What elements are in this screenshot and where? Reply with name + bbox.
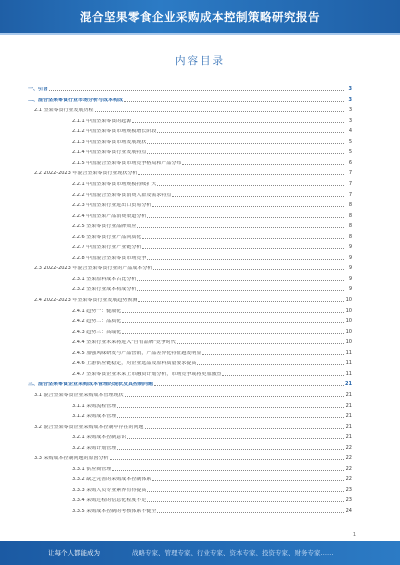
toc-entry-page: 22 [345, 465, 352, 472]
toc-entry-page: 23 [345, 486, 352, 493]
toc-entry-page: 9 [348, 265, 352, 272]
toc-entry-page: 7 [348, 180, 352, 187]
toc-entry[interactable] [28, 336, 352, 345]
toc-leader-dots [147, 217, 344, 218]
toc-entry-label: 3.2 混合坚果零食企业采购成本控制中存在的问题 [34, 424, 144, 430]
toc-leader-dots [157, 132, 344, 133]
toc-entry[interactable] [28, 484, 352, 493]
header-divider [0, 33, 400, 35]
toc-entry[interactable] [28, 146, 352, 155]
toc-entry-page: 3 [348, 117, 352, 124]
toc-entry-label: 2.1.3 中国坚果零食市场发展现状 [72, 139, 147, 145]
page-number: 1 [352, 532, 356, 538]
toc-leader-dots [132, 122, 344, 123]
toc-entry[interactable] [28, 94, 352, 103]
toc-entry-label: 3.1.1 采购流程管理 [72, 403, 117, 409]
toc-leader-dots [137, 227, 344, 228]
toc-leader-dots [138, 301, 344, 302]
toc-leader-dots [117, 407, 344, 408]
toc-entry-page: 10 [345, 307, 352, 314]
toc-entry-page: 10 [345, 328, 352, 335]
toc-entry-label: 3.3.1 供应商管理 [72, 466, 112, 472]
toc-entry[interactable] [28, 326, 352, 335]
toc-leader-dots [177, 343, 344, 344]
toc-leader-dots [197, 364, 344, 365]
toc-leader-dots [138, 174, 344, 175]
toc-entry-page: 8 [348, 202, 352, 209]
toc-entry-page: 21 [345, 413, 352, 420]
toc-entry-page: 11 [345, 370, 352, 377]
toc-leader-dots [157, 185, 344, 186]
toc-entry[interactable] [28, 368, 352, 377]
toc-entry-page: 5 [348, 138, 352, 145]
toc-entry-page: 5 [348, 149, 352, 156]
toc-entry[interactable] [28, 294, 352, 303]
toc-entry-label: 2.3.1 坚果原料成本占比分析 [72, 276, 137, 282]
toc-entry[interactable] [28, 157, 352, 166]
document-footer [0, 541, 400, 565]
toc-leader-dots [127, 438, 344, 439]
toc-entry[interactable] [28, 104, 352, 113]
toc-entry-label: 2.2.7 中国坚果行业产业链分析 [72, 245, 142, 251]
toc-entry-page: 7 [348, 191, 352, 198]
toc-entry-page: 9 [348, 286, 352, 293]
toc-entry[interactable] [28, 189, 352, 198]
toc-entry-label: 2.4.5 加强风味研发与产品营销，产品差异化特征越发明显 [72, 350, 202, 356]
toc-entry-label: 3.3.4 采购过程的信息化程度不足 [72, 498, 147, 504]
toc-leader-dots [147, 259, 344, 260]
toc-entry[interactable] [28, 315, 352, 324]
toc-entry-label: 2.2.8 中国混合坚果零食市场竞争 [72, 255, 147, 261]
toc-entry-page: 8 [348, 233, 352, 240]
toc-entry-label: 2.4.3 趋势三：高端化 [72, 329, 122, 335]
toc-entry-page: 21 [345, 391, 352, 398]
toc-entry-label: 一、引言 [28, 87, 49, 92]
toc-entry-label: 3.3.3 采购人员专业素养有待提高 [72, 487, 147, 493]
toc-leader-dots [124, 101, 344, 102]
toc-entry[interactable] [28, 115, 352, 124]
toc-leader-dots [49, 90, 344, 91]
toc-leader-dots [142, 248, 344, 249]
toc-entry-page: 21 [345, 402, 352, 409]
toc-entry[interactable] [28, 167, 352, 176]
toc-entry-label: 2.2.3 中国坚果行业进出口贸易分析 [72, 203, 152, 209]
toc-entry-page: 10 [345, 339, 352, 346]
footer-roles: 战略专家、管理专家、行业专家、资本专家、投资专家、财务专家…… [132, 549, 334, 557]
toc-entry-page: 21 [345, 434, 352, 441]
toc-entry[interactable] [28, 125, 352, 134]
toc-entry-label: 三、混合坚果零食企业采购成本管理的现状及其控制问题 [28, 382, 154, 388]
toc-entry-page: 23 [345, 497, 352, 504]
toc-entry-page: 21 [345, 381, 352, 388]
toc-entry[interactable] [28, 241, 352, 250]
toc-leader-dots [122, 333, 344, 334]
toc-leader-dots [152, 206, 344, 207]
toc-leader-dots [153, 269, 344, 270]
toc-leader-dots [125, 396, 344, 397]
toc-entry[interactable] [28, 210, 352, 219]
toc-leader-dots [154, 385, 344, 386]
toc-entry-page: 11 [345, 349, 352, 356]
toc-leader-dots [172, 196, 344, 197]
toc-heading: 内容目录 [175, 55, 225, 67]
toc-entry[interactable] [28, 463, 352, 472]
toc-leader-dots [122, 312, 344, 313]
toc-entry-label: 2.1.1 中国坚果零食的起源 [72, 118, 132, 124]
toc-entry-label: 2.2.1 中国坚果零食市场规模持续扩大 [72, 181, 157, 187]
toc-leader-dots [122, 322, 344, 323]
toc-leader-dots [147, 491, 344, 492]
toc-entry-page: 6 [348, 159, 352, 166]
toc-entry-label: 二、混合坚果零食行业市场分析与成本构成 [28, 97, 124, 103]
toc-leader-dots [182, 164, 344, 165]
toc-entry-page: 9 [348, 275, 352, 282]
toc-entry[interactable] [28, 473, 352, 482]
toc-leader-dots [157, 512, 344, 513]
toc-leader-dots [137, 280, 344, 281]
toc-entry-label: 2.2 2022-2023 年混合坚果零食行业现状分析 [34, 171, 138, 177]
toc-entry-page: 24 [345, 508, 352, 514]
toc-leader-dots [147, 501, 344, 502]
toc-leader-dots [147, 153, 344, 154]
toc-entry-label: 2.1.4 中国坚果零食行业发展特点 [72, 150, 147, 156]
toc-entry[interactable] [28, 136, 352, 145]
toc-entry[interactable] [28, 199, 352, 208]
toc-leader-dots [202, 354, 344, 355]
toc-leader-dots [152, 480, 344, 481]
toc-entry-page: 8 [348, 212, 352, 219]
toc-leader-dots [117, 449, 344, 450]
document-header [0, 0, 400, 33]
toc-entry[interactable] [28, 273, 352, 282]
toc-entry-page: 22 [345, 476, 352, 483]
toc-entry-label: 3.1.2 采购成本管理 [72, 414, 117, 420]
toc-entry-label: 2.3.2 坚果行业成本构成分析 [72, 287, 137, 293]
toc-entry[interactable] [28, 410, 352, 419]
toc-entry-page: 8 [348, 223, 352, 230]
toc-entry-page: 22 [345, 455, 352, 462]
toc-entry-page: 3 [348, 96, 352, 103]
toc-entry[interactable] [28, 305, 352, 314]
toc-entry[interactable] [28, 252, 352, 261]
toc-entry-label: 3.2.1 采购成本控制意识 [72, 435, 127, 441]
toc-entry-label: 2.4.2 趋势二：品质化 [72, 319, 122, 325]
toc-entry-page: 9 [348, 244, 352, 251]
toc-entry[interactable] [28, 421, 352, 430]
toc-entry-label: 3.1 混合坚果零食企业采购成本管理现状 [34, 392, 124, 398]
toc-entry-label: 2.4.7 坚果零食企业未来上市融资计划分析，市场竞争或将更加激烈 [72, 371, 222, 377]
toc-entry-page: 21 [345, 423, 352, 430]
toc-entry-label: 2.1.5 中国混合坚果零食市场竞争格局和产品分布 [72, 160, 182, 166]
toc-entry[interactable] [28, 494, 352, 503]
toc-entry[interactable] [28, 431, 352, 440]
toc-entry-label: 3.2.2 采购计划管理 [72, 445, 117, 451]
toc-entry-label: 2.2.2 中国混合坚果零食消费人群及需求特点 [72, 192, 172, 198]
toc-leader-dots [95, 111, 344, 112]
toc-entry[interactable] [28, 283, 352, 292]
toc-leader-dots [112, 470, 344, 471]
toc-entry-label: 2.4.1 趋势一：健康化 [72, 308, 122, 314]
toc-entry-label: 2.2.4 中国坚果产品消费渠道分析 [72, 213, 147, 219]
toc-entry[interactable] [28, 505, 352, 514]
toc-entry-page: 3 [348, 86, 352, 92]
toc-entry-page: 11 [345, 360, 352, 367]
toc-entry-label: 2.4.4 坚果行业未来将进入"自有品牌"竞争时代 [72, 340, 176, 346]
toc-entry[interactable] [28, 220, 352, 229]
toc-entry-label: 3.3 采购成本控制问题的原因分析 [34, 456, 109, 462]
footer-slogan: 让每个人都能成为 [48, 549, 100, 557]
toc-leader-dots [147, 143, 344, 144]
toc-leader-dots [142, 238, 344, 239]
toc-entry-label: 2.1.2 中国坚果零食市场规模增长阶段 [72, 129, 157, 135]
toc-entry-label: 2.2.5 坚果零食行业品牌效应 [72, 224, 137, 230]
toc-entry-page: 10 [345, 318, 352, 325]
toc-entry[interactable] [28, 347, 352, 356]
toc-entry[interactable] [28, 442, 352, 451]
toc-leader-dots [222, 375, 344, 376]
toc-entry-label: 2.4 2022-2023 年坚果零食行业发展趋势预测 [34, 298, 138, 303]
toc-entry-label: 2.1 坚果零食行业发展历程 [34, 108, 94, 114]
toc-entry[interactable] [28, 357, 352, 366]
toc-entry-label: 2.3 2022-2023 年混合坚果零食行业的产品成本分析 [34, 266, 153, 272]
toc-entry[interactable] [28, 231, 352, 240]
toc-entry[interactable] [28, 178, 352, 187]
document-title: 混合坚果零食企业采购成本控制策略研究报告 [80, 10, 320, 24]
toc-entry-label: 3.3.2 缺乏完善的采购成本控制体系 [72, 477, 152, 483]
toc-entry-page: 4 [348, 128, 352, 135]
toc-leader-dots [137, 290, 344, 291]
toc-entry[interactable] [28, 83, 352, 92]
toc-entry-label: 2.4.6 上游供应链稳定，对企业选品及原料质量要求提高 [72, 361, 197, 367]
toc-entry[interactable] [28, 400, 352, 409]
toc-entry-label: 3.3.5 采购成本控制的考核体系不健全 [72, 509, 157, 514]
toc-entry-page: 7 [348, 170, 352, 177]
toc-entry[interactable] [28, 262, 352, 271]
toc-entry[interactable] [28, 378, 352, 387]
toc-entry[interactable] [28, 452, 352, 461]
toc-entry-label: 2.2.6 坚果零食行业产品同质化 [72, 234, 142, 240]
toc-entry[interactable] [28, 389, 352, 398]
toc-entry-page: 22 [345, 444, 352, 451]
toc-leader-dots [110, 459, 344, 460]
toc-leader-dots [145, 428, 344, 429]
toc-entry-page: 9 [348, 254, 352, 261]
toc-entry-page: 10 [345, 297, 352, 303]
toc-leader-dots [117, 417, 344, 418]
toc-entry-page: 3 [348, 107, 352, 114]
